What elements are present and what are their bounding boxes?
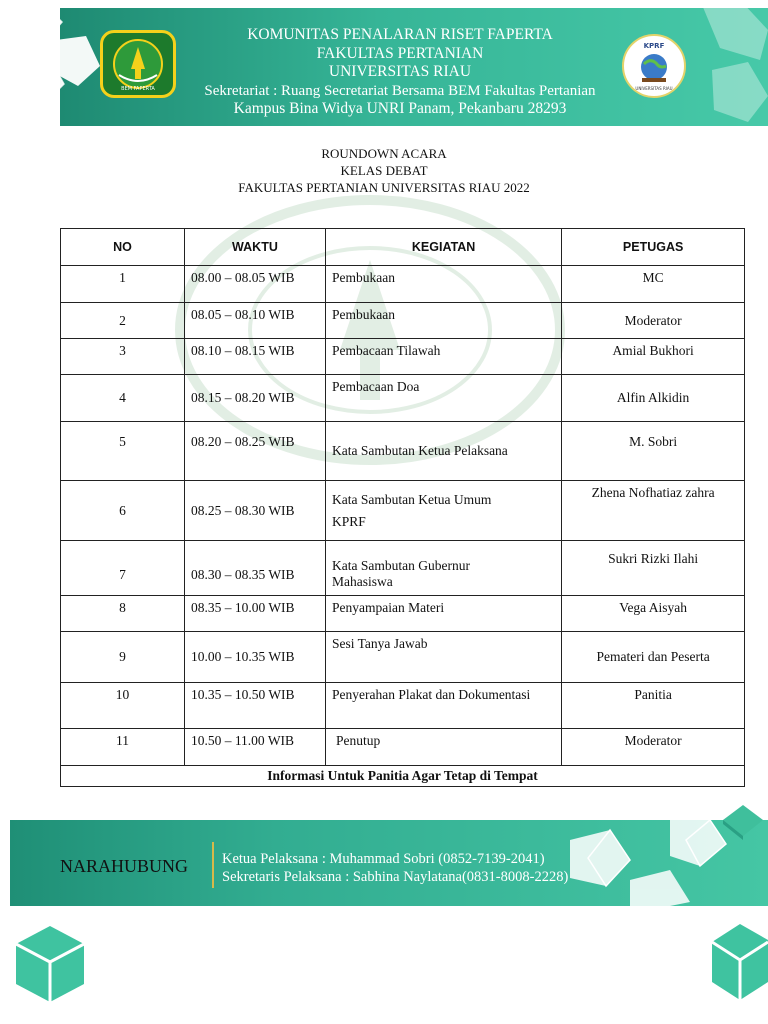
title-line-1: ROUNDOWN ACARA xyxy=(321,146,447,161)
cell-petugas: Amial Bukhori xyxy=(562,339,745,375)
table-row xyxy=(61,339,745,375)
table-row xyxy=(61,683,745,729)
cell-waktu: 08.20 – 08.25 WIB xyxy=(184,422,325,481)
contact-sekretaris: Sekretaris Pelaksana : Sabhina Naylatana(0831-8008-2228) xyxy=(222,869,569,885)
cell-kegiatan: Penutup xyxy=(325,729,561,766)
cell-no: 6 xyxy=(61,481,185,541)
cell-waktu: 08.10 – 08.15 WIB xyxy=(184,339,325,375)
cell-kegiatan: Kata Sambutan Ketua Pelaksana xyxy=(325,422,561,481)
table-row xyxy=(61,375,745,422)
cell-petugas: Zhena Nofhatiaz zahra xyxy=(562,481,745,541)
table-row xyxy=(61,596,745,632)
cell-kegiatan xyxy=(325,541,561,596)
table-row xyxy=(61,729,745,766)
cell-kegiatan-line1: Kata Sambutan Gubernur xyxy=(331,558,470,573)
table-row xyxy=(61,541,745,596)
cell-kegiatan: Sesi Tanya Jawab xyxy=(325,632,561,683)
cell-no: 5 xyxy=(61,422,185,481)
table-row xyxy=(61,422,745,481)
col-header-waktu: WAKTU xyxy=(184,229,325,266)
cell-waktu: 08.00 – 08.05 WIB xyxy=(184,266,325,303)
cell-kegiatan-line2: Mahasiswa xyxy=(331,574,393,589)
cell-no: 4 xyxy=(61,375,185,422)
logo-left-text: BEM FAPERTA xyxy=(121,86,155,92)
cell-kegiatan: Pembukaan xyxy=(325,303,561,339)
bem-faperta-logo xyxy=(100,30,176,98)
contact-divider xyxy=(212,842,214,888)
cell-petugas: Vega Aisyah xyxy=(562,596,745,632)
cell-kegiatan: Pembacaan Tilawah xyxy=(325,339,561,375)
cell-waktu: 08.05 – 08.10 WIB xyxy=(184,303,325,339)
cell-no: 3 xyxy=(61,339,185,375)
header-text xyxy=(180,26,620,119)
header-faculty: FAKULTAS PERTANIAN xyxy=(316,44,484,62)
cell-petugas: Pemateri dan Peserta xyxy=(562,632,745,683)
contact-ketua: Ketua Pelaksana : Muhammad Sobri (0852-7139-2041) xyxy=(222,851,545,867)
cell-kegiatan: Pembacaan Doa xyxy=(325,375,561,422)
header-org: KOMUNITAS PENALARAN RISET FAPERTA xyxy=(247,26,553,43)
logo-right-text: KPRF xyxy=(643,42,665,50)
cell-petugas: M. Sobri xyxy=(562,422,745,481)
kprf-logo xyxy=(622,34,686,98)
header-address: Kampus Bina Widya UNRI Panam, Pekanbaru 28293 xyxy=(233,100,567,117)
cube-icon xyxy=(12,922,88,1006)
cell-waktu: 10.35 – 10.50 WIB xyxy=(184,683,325,729)
table-row xyxy=(61,632,745,683)
cell-waktu: 08.35 – 10.00 WIB xyxy=(184,596,325,632)
title-line-2: KELAS DEBAT xyxy=(340,163,428,178)
header-banner xyxy=(0,0,768,135)
logo-right-subtext: UNIVERSITAS RIAU xyxy=(635,86,673,91)
cell-petugas: Alfin Alkidin xyxy=(562,375,745,422)
cell-waktu: 08.15 – 08.20 WIB xyxy=(184,375,325,422)
table-footer-note: Informasi Untuk Panitia Agar Tetap di Tempat xyxy=(61,766,745,787)
table-header-row xyxy=(61,229,745,266)
cell-kegiatan: Penyerahan Plakat dan Dokumentasi xyxy=(325,683,561,729)
title-line-3: FAKULTAS PERTANIAN UNIVERSITAS RIAU 2022 xyxy=(238,180,530,195)
col-header-kegiatan: KEGIATAN xyxy=(325,229,561,266)
table-row xyxy=(61,481,745,541)
contact-info xyxy=(222,850,568,886)
col-header-no: NO xyxy=(61,229,185,266)
cell-petugas: Sukri Rizki Ilahi xyxy=(562,541,745,596)
cell-no: 8 xyxy=(61,596,185,632)
table-row xyxy=(61,266,745,303)
rundown-table xyxy=(60,228,745,787)
header-sekretariat: Sekretariat : Ruang Secretariat Bersama BEM Fakultas Pertanian xyxy=(204,82,596,99)
cell-petugas: MC xyxy=(562,266,745,303)
contact-band xyxy=(10,820,768,906)
col-header-petugas: PETUGAS xyxy=(562,229,745,266)
cube-icon xyxy=(704,920,768,1004)
cell-no: 11 xyxy=(61,729,185,766)
cell-waktu: 08.25 – 08.30 WIB xyxy=(184,481,325,541)
cell-no: 2 xyxy=(61,303,185,339)
cell-waktu: 08.30 – 08.35 WIB xyxy=(184,541,325,596)
cell-no: 10 xyxy=(61,683,185,729)
cell-waktu: 10.50 – 11.00 WIB xyxy=(184,729,325,766)
header-university: UNIVERSITAS RIAU xyxy=(328,63,472,80)
cell-waktu: 10.00 – 10.35 WIB xyxy=(184,632,325,683)
cell-kegiatan: Pembukaan xyxy=(325,266,561,303)
cell-no: 1 xyxy=(61,266,185,303)
cell-petugas: Moderator xyxy=(562,303,745,339)
contact-label: NARAHUBUNG xyxy=(60,856,189,876)
cell-kegiatan-line2: KPRF xyxy=(331,513,366,529)
cell-kegiatan xyxy=(325,481,561,541)
table-row xyxy=(61,303,745,339)
cell-petugas: Panitia xyxy=(562,683,745,729)
cell-petugas: Moderator xyxy=(562,729,745,766)
cell-no: 7 xyxy=(61,541,185,596)
table-footer-row xyxy=(61,766,745,787)
cube-icon xyxy=(718,800,768,840)
document-titles xyxy=(0,145,768,196)
cell-no: 9 xyxy=(61,632,185,683)
cell-kegiatan: Penyampaian Materi xyxy=(325,596,561,632)
cell-kegiatan-line1: Kata Sambutan Ketua Umum xyxy=(331,491,492,507)
